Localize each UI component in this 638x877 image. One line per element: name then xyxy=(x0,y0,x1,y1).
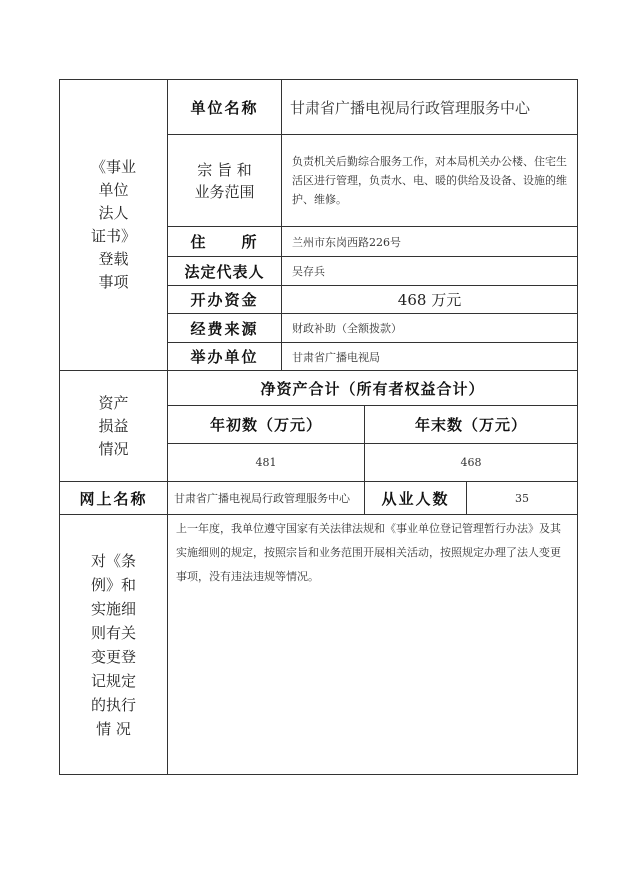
funding-label: 经费来源 xyxy=(190,319,259,338)
begin-value-label: 年初数（万元） xyxy=(209,416,322,434)
staff-count-label: 从业人数 xyxy=(381,489,450,508)
unit-name-value: 甘肃省广播电视局行政管理服务中心 xyxy=(290,98,531,117)
legal-rep-label: 法定代表人 xyxy=(184,262,265,281)
border-right xyxy=(577,79,578,775)
address-value: 兰州市东岗西路226号 xyxy=(292,235,401,249)
compliance-section-label: 对《条 例》和 实施细 则有关 变更登 记规定 的执行 情 况 xyxy=(90,551,136,738)
end-value: 468 xyxy=(460,456,482,469)
capital-label: 开办资金 xyxy=(190,291,259,309)
staff-count-value: 35 xyxy=(515,491,529,505)
purpose-value: 负责机关后勤综合服务工作，对本局机关办公楼、住宅生活区进行管理，负责水、电、暖的供给及设备、设施的维护、维修。 xyxy=(292,155,567,206)
unit-name-label: 单位名称 xyxy=(190,98,259,117)
online-name-label: 网上名称 xyxy=(79,489,148,508)
funding-value: 财政补助（全额拨款） xyxy=(292,322,402,335)
net-assets-header: 净资产合计（所有者权益合计） xyxy=(260,379,485,398)
address-label: 住 所 xyxy=(190,233,259,251)
assets-section-label: 资产 损益 情况 xyxy=(98,393,129,458)
begin-value: 481 xyxy=(255,456,277,469)
capital-value: 468 万元 xyxy=(397,291,462,309)
end-value-label: 年末数（万元） xyxy=(414,416,527,434)
border-bottom xyxy=(59,774,578,775)
sponsor-value: 甘肃省广播电视局 xyxy=(292,350,380,364)
legal-rep-value: 吴存兵 xyxy=(292,265,325,278)
registration-section-label: 《事业 单位 法人 证书》 登载 事项 xyxy=(90,158,136,291)
compliance-text: 上一年度，我单位遵守国家有关法律法规和《事业单位登记管理暂行办法》及其实施细则的规定，按照宗旨和业务范围开展相关活动，按照规定办理了法人变更事项，没有违法违规等情况。 xyxy=(176,522,561,583)
sponsor-label: 举办单位 xyxy=(190,348,259,366)
online-name-value: 甘肃省广播电视局行政管理服务中心 xyxy=(174,491,350,505)
purpose-label: 宗 旨 和 业务范围 xyxy=(194,160,255,201)
